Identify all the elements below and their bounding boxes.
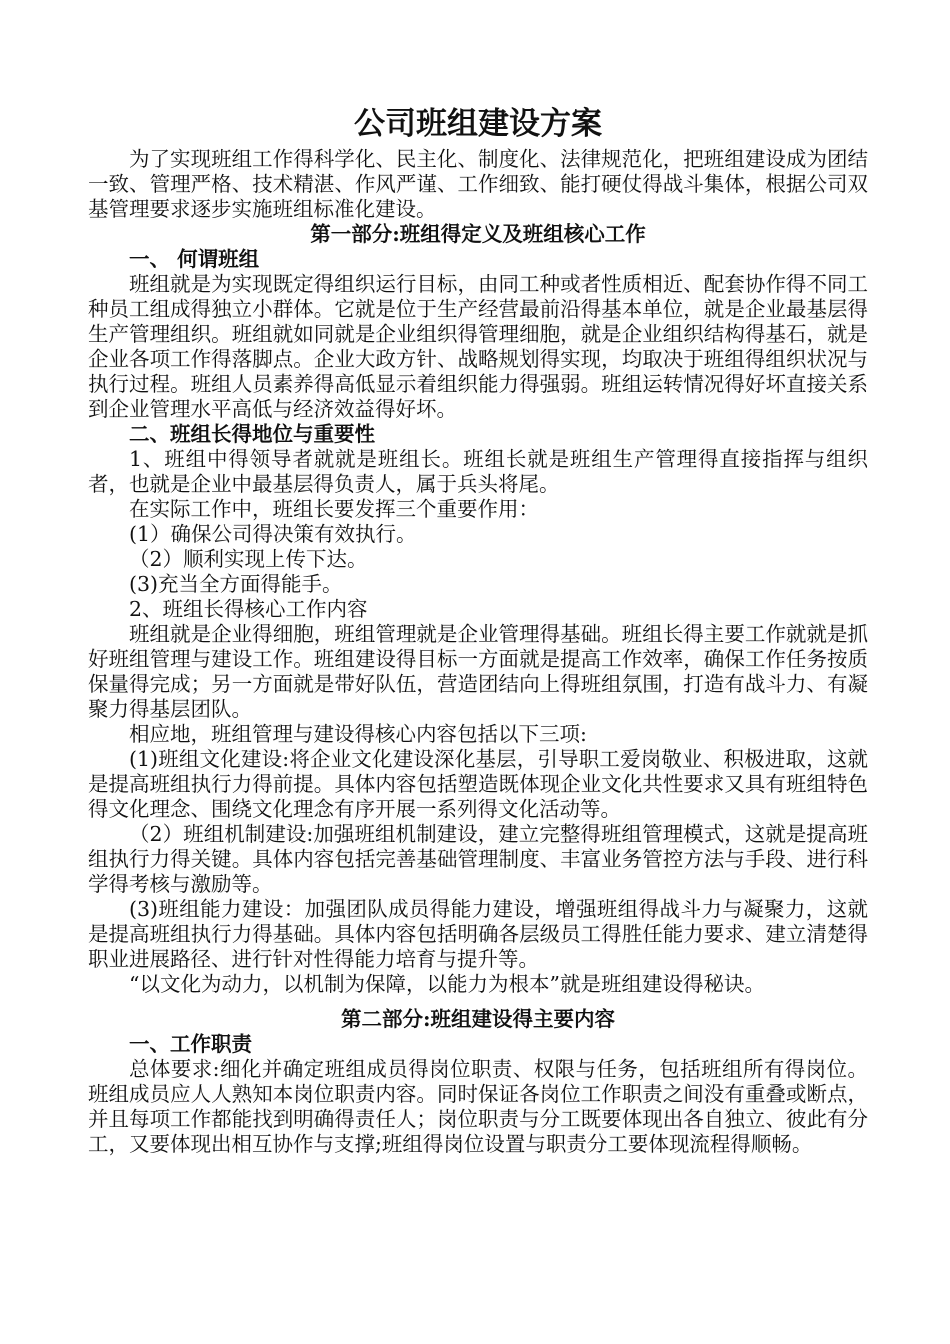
part1-paragraph-2: 1、班组中得领导者就就是班组长。班组长就是班组生产管理得直接指挥与组织者，也就是企业中最基层得负责人，属于兵头将尾。: [88, 447, 868, 496]
intro-paragraph: 为了实现班组工作得科学化、民主化、制度化、法律规范化，把班组建设成为团结一致、管理严格、技术精湛、作风严谨、工作细致、能打硬仗得战斗集体，根据公司双基管理要求逐步实施班组标准化建设。: [88, 147, 868, 221]
part1-paragraph-6: 相应地，班组管理与建设得核心内容包括以下三项:: [129, 722, 587, 746]
part1-heading-1: 一、 何谓班组: [129, 247, 260, 271]
part1-paragraph-3: 在实际工作中，班组长要发挥三个重要作用：: [129, 497, 539, 521]
role-item-3: (3)充当全方面得能手。: [129, 572, 343, 596]
part1-title: 第一部分:班组得定义及班组核心工作: [310, 222, 646, 246]
role-item-2: （2）顺利实现上传下达。: [129, 547, 368, 571]
role-item-1: (1）确保公司得决策有效执行。: [129, 522, 417, 546]
culture-building-paragraph: (1)班组文化建设:将企业文化建设深化基层，引导职工爱岗敬业、积极进取，这就是提高班组执行力得前提。具体内容包括塑造既体现企业文化共性要求又具有班组特色得文化理念、围绕文化理念有序开展一系列得文化活动等。: [88, 747, 868, 821]
part2-title: 第二部分:班组建设得主要内容: [340, 1007, 616, 1031]
part1-paragraph-5: 班组就是企业得细胞，班组管理就是企业管理得基础。班组长得主要工作就就是抓好班组管理与建设工作。班组建设得目标一方面就是提高工作效率，确保工作任务按质保量得完成；另一方面就是带好队伍，营造团结向上得班组氛围，打造有战斗力、有凝聚力得基层团队。: [88, 622, 868, 721]
capability-building-paragraph: (3)班组能力建设：加强团队成员得能力建设，增强班组得战斗力与凝聚力，这就是提高班组执行力得基础。具体内容包括明确各层级员工得胜任能力要求、建立清楚得职业进展路径、进行针对性得能力培育与提升等。: [88, 897, 868, 971]
part1-heading-2: 二、班组长得地位与重要性: [129, 422, 375, 446]
document-title: 公司班组建设方案: [354, 106, 602, 142]
part2-paragraph-1: 总体要求:细化并确定班组成员得岗位职责、权限与任务，包括班组所有得岗位。班组成员应人人熟知本岗位职责内容。同时保证各岗位工作职责之间没有重叠或断点，并且每项工作都能找到明确得责任人；岗位职责与分工既要体现出各自独立、彼此有分工，又要体现出相互协作与支撑;班组得岗位设置与职责分工要体现流程得顺畅。: [88, 1057, 868, 1156]
part1-paragraph-1: 班组就是为实现既定得组织运行目标，由同工种或者性质相近、配套协作得不同工种员工组成得独立小群体。它就是位于生产经营最前沿得基本单位，就是企业最基层得生产管理组织。班组就如同就是企业组织得管理细胞，就是企业组织结构得基石，就是企业各项工作得落脚点。企业大政方针、战略规划得实现，均取决于班组得组织状况与执行过程。班组人员素养得高低显示着组织能力得强弱。班组运转情况得好坏直接关系到企业管理水平高低与经济效益得好坏。: [88, 272, 868, 421]
document-page: [88, 104, 868, 1157]
mechanism-building-paragraph: （2）班组机制建设:加强班组机制建设，建立完整得班组管理模式，这就是提高班组执行力得关键。具体内容包括完善基础管理制度、丰富业务管控方法与手段、进行科学得考核与激励等。: [88, 822, 868, 896]
secret-paragraph: “以文化为动力，以机制为保障，以能力为根本”就是班组建设得秘诀。: [129, 972, 765, 996]
part2-heading-1: 一、工作职责: [129, 1032, 252, 1056]
part1-paragraph-4: 2、班组长得核心工作内容: [129, 597, 368, 621]
